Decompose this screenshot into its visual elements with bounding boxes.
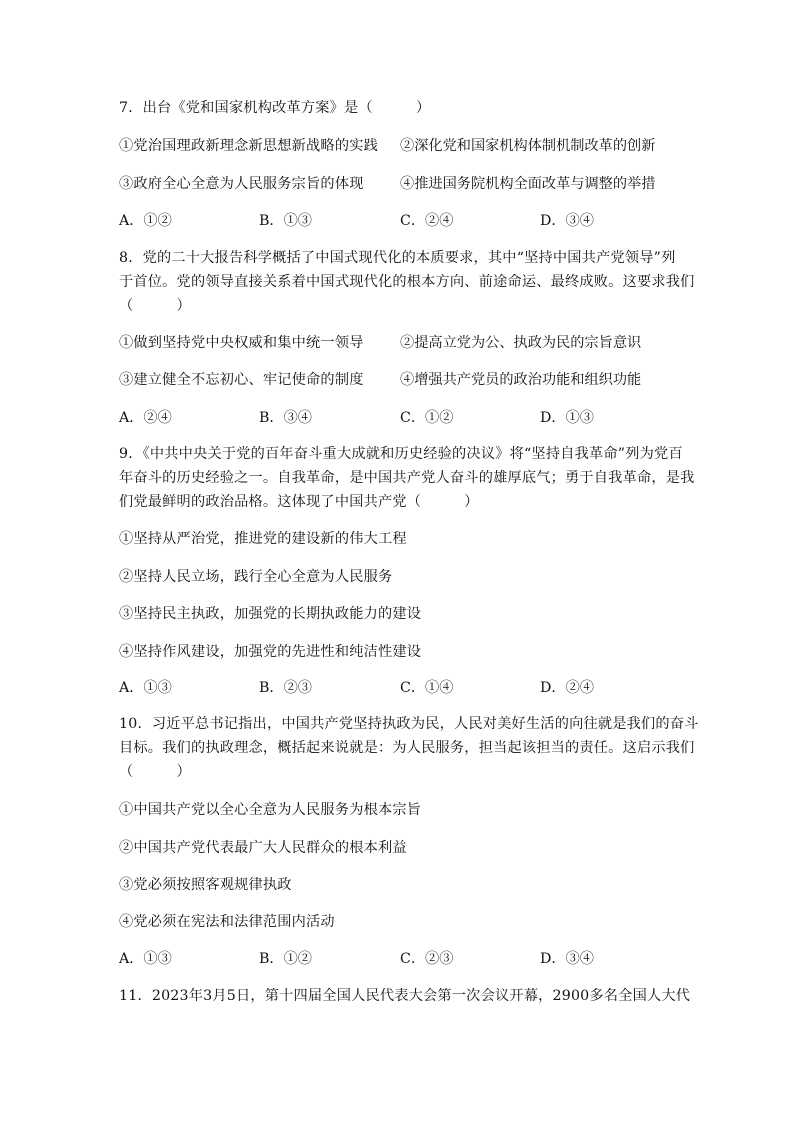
q10-stem-line-3: （ ）	[119, 764, 191, 780]
q9-stem-line-3: 们党最鲜明的政治品格。这体现了中国共产党（ ）	[119, 494, 479, 510]
q10-item-3: ③党必须按照客观规律执政	[119, 877, 292, 893]
q8-choice-d: D．①③	[540, 410, 594, 426]
q7-choice-d: D．③④	[540, 213, 594, 229]
q9-item-3: ③坚持民主执政，加强党的长期执政能力的建设	[119, 606, 422, 622]
q8-item-3: ③建立健全不忘初心、牢记使命的制度	[119, 372, 364, 388]
q8-stem-line-2: 于首位。党的领导直接关系着中国式现代化的根本方向、前途命运、最终成败。这要求我们	[119, 274, 695, 290]
q10-choice-a: A．①③	[119, 951, 172, 967]
q8-choice-b: B．③④	[259, 410, 312, 426]
q10-stem-line-2: 目标。我们的执政理念，概括起来说就是：为人民服务，担当起该担当的责任。这启示我们	[119, 740, 695, 756]
q10-choice-c: C．②③	[400, 951, 454, 967]
q9-stem-line-1: 9．《中共中央关于党的百年奋斗重大成就和历史经验的决议》将“坚持自我革命”列为党百	[119, 446, 683, 462]
q9-choice-b: B．②③	[259, 680, 312, 696]
q8-choice-a: A．②④	[119, 410, 172, 426]
q10-choice-b: B．①②	[259, 951, 312, 967]
q8-choice-c: C．①②	[400, 410, 454, 426]
q9-item-2: ②坚持人民立场，践行全心全意为人民服务	[119, 569, 393, 585]
q10-item-2: ②中国共产党代表最广大人民群众的根本利益	[119, 840, 407, 856]
q7-choice-a: A．①②	[119, 213, 172, 229]
q10-stem-line-1: 10．习近平总书记指出，中国共产党坚持执政为民，人民对美好生活的向往就是我们的奋斗	[119, 716, 699, 732]
q10-choice-d: D．③④	[540, 951, 594, 967]
q7-stem: 7．出台《党和国家机构改革方案》是（ ）	[119, 100, 431, 116]
q10-item-1: ①中国共产党以全心全意为人民服务为根本宗旨	[119, 802, 422, 818]
q7-choice-b: B．①③	[259, 213, 312, 229]
q7-choice-c: C．②④	[400, 213, 454, 229]
q8-item-1: ①做到坚持党中央权威和集中统一领导	[119, 335, 364, 351]
q8-item-4: ④增强共产党员的政治功能和组织功能	[400, 372, 642, 388]
q8-stem-line-1: 8．党的二十大报告科学概括了中国式现代化的本质要求，其中“坚持中国共产党领导”列	[119, 250, 676, 266]
q9-choice-a: A．①③	[119, 680, 172, 696]
q9-choice-c: C．①④	[400, 680, 454, 696]
q9-item-1: ①坚持从严治党，推进党的建设新的伟大工程	[119, 531, 407, 547]
q8-stem-line-3: （ ）	[119, 298, 191, 314]
q7-item-3: ③政府全心全意为人民服务宗旨的体现	[119, 176, 364, 192]
q7-item-2: ②深化党和国家机构体制机制改革的创新	[400, 138, 656, 154]
q10-item-4: ④党必须在宪法和法律范围内活动	[119, 914, 335, 930]
q7-item-4: ④推进国务院机构全面改革与调整的举措	[400, 176, 656, 192]
q8-item-2: ②提高立党为公、执政为民的宗旨意识	[400, 335, 642, 351]
q7-item-1: ①党治国理政新理念新思想新战略的实践	[119, 138, 378, 154]
q9-stem-line-2: 年奋斗的历史经验之一。自我革命，是中国共产党人奋斗的雄厚底气；勇于自我革命，是我	[119, 470, 695, 486]
q9-choice-d: D．②④	[540, 680, 594, 696]
q9-item-4: ④坚持作风建设，加强党的先进性和纯洁性建设	[119, 644, 422, 660]
q11-stem-line-1: 11．2023年3月5日，第十四届全国人民代表大会第一次会议开幕，2900多名全国人大代	[119, 988, 691, 1004]
